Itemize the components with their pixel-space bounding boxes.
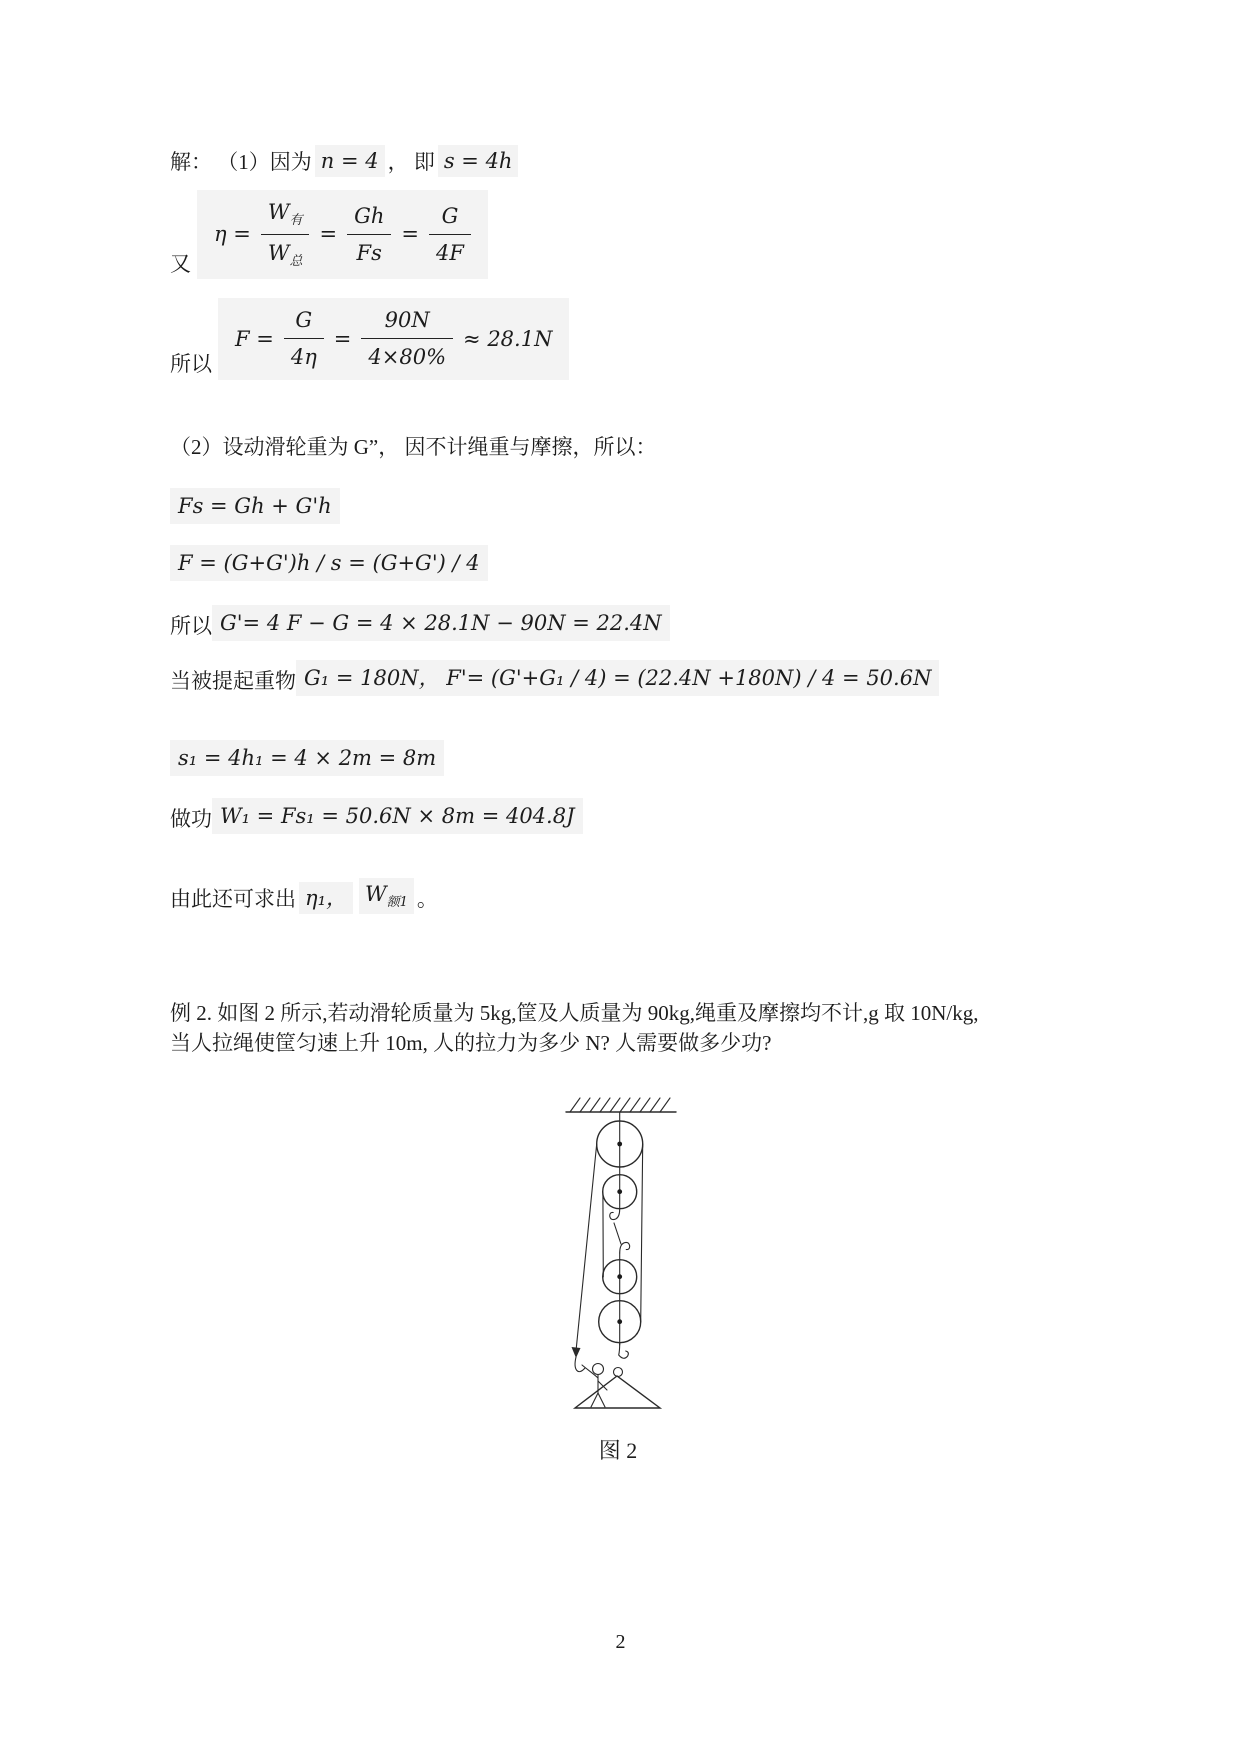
therefore-label: 所以 <box>170 614 212 638</box>
equals-sign: = <box>333 326 352 351</box>
w-total-subscript: 总 <box>289 254 303 270</box>
w-total-symbol: W <box>267 241 290 266</box>
equals-sign: = <box>401 222 419 247</box>
force-formula <box>218 298 569 380</box>
equation-f-prime: G₁ = 180N， F'= (G'+G₁ / 4) = (22.4N +180N) / 4 = 50.6N <box>296 660 939 696</box>
fraction-w-useful-total <box>261 197 310 272</box>
example2-line2: 当人拉绳使筐匀速上升 10m, 人的拉力为多少 N? 人需要做多少功? <box>170 1031 772 1056</box>
step2-statement: （2）设动滑轮重为 G”， 因不计绳重与摩擦，所以： <box>170 435 657 459</box>
w-extra-symbol: W <box>365 882 387 906</box>
w-useful-symbol: W <box>267 200 290 224</box>
equation-fs: Fs = Gh + G'h <box>170 488 340 524</box>
therefore-label: 所以 <box>170 352 212 377</box>
rope-right <box>641 1144 643 1322</box>
equals-sign: = <box>319 222 338 247</box>
conclusion-period: 。 <box>416 886 438 911</box>
math-w-extra1 <box>359 878 414 914</box>
work-row <box>170 798 583 834</box>
w-extra-subscript: 额1 <box>386 895 408 911</box>
lifted-weight-row <box>170 660 939 696</box>
fraction-g-4f: $\frac{G}{4F}$ <box>429 201 471 269</box>
force-formula-row <box>170 298 569 380</box>
page-number: 2 <box>615 1631 626 1653</box>
w-useful-subscript: 有 <box>289 213 303 229</box>
work-label: 做功 <box>170 807 212 831</box>
math-eta1: η₁， <box>299 882 353 914</box>
force-lhs: F = <box>235 326 274 351</box>
also-label: 又 <box>170 251 191 276</box>
figure-2 <box>528 1085 708 1467</box>
solution-mid-text: ， 即 <box>387 150 435 174</box>
example2-paragraph <box>170 998 1120 1059</box>
force-result: ≈ 28.1N <box>463 326 553 351</box>
equation-g-prime: G'= 4 F − G = 4 × 28.1N − 90N = 22.4N <box>212 605 670 641</box>
example2-line1: 例 2. 如图 2 所示,若动滑轮质量为 5kg,筐及人质量为 90kg,绳重及摩擦均不计,g 取 10N/kg, <box>170 1001 979 1025</box>
attachment-ring-icon <box>614 1368 623 1377</box>
hook-link-line <box>614 1223 621 1244</box>
rope-left <box>575 1144 597 1372</box>
bottom-hook-icon <box>619 1343 629 1358</box>
equation-g-prime-row <box>170 605 670 641</box>
upper-hook-icon <box>610 1209 620 1220</box>
lifted-weight-label: 当被提起重物 <box>170 669 296 693</box>
equation-f-expanded: F = (G+G')h / s = (G+G') / 4 <box>170 545 488 581</box>
equation-s1: s₁ = 4h₁ = 4 × 2m = 8m <box>170 740 444 776</box>
math-n-equals-4: n = 4 <box>315 145 385 177</box>
solution-line-1 <box>170 145 521 177</box>
ceiling-hatch-icon <box>566 1098 676 1112</box>
conclusion-row <box>170 878 438 914</box>
eta-lhs: η = <box>214 222 251 247</box>
fraction-gh-fs: $\frac{Gh}{Fs}$ <box>347 201 391 269</box>
solution-prefix: 解： （1）因为 <box>170 150 312 174</box>
fraction-g-4eta: $\frac{G}{4\eta}$ <box>284 305 324 373</box>
pulley-diagram <box>528 1085 708 1425</box>
efficiency-formula <box>197 190 488 279</box>
efficiency-formula-row <box>170 190 488 279</box>
pull-arrow-icon <box>572 1347 581 1358</box>
math-s-equals-4h: s = 4h <box>438 145 519 177</box>
equation-w1: W₁ = Fs₁ = 50.6N × 8m = 404.8J <box>212 798 583 834</box>
fraction-90n-480: $\frac{90N}{4\times 80\%}$ <box>361 305 453 373</box>
conclusion-label: 由此还可求出 <box>170 886 296 911</box>
basket-triangle <box>575 1376 660 1408</box>
figure-caption: 图 2 <box>598 1438 638 1464</box>
